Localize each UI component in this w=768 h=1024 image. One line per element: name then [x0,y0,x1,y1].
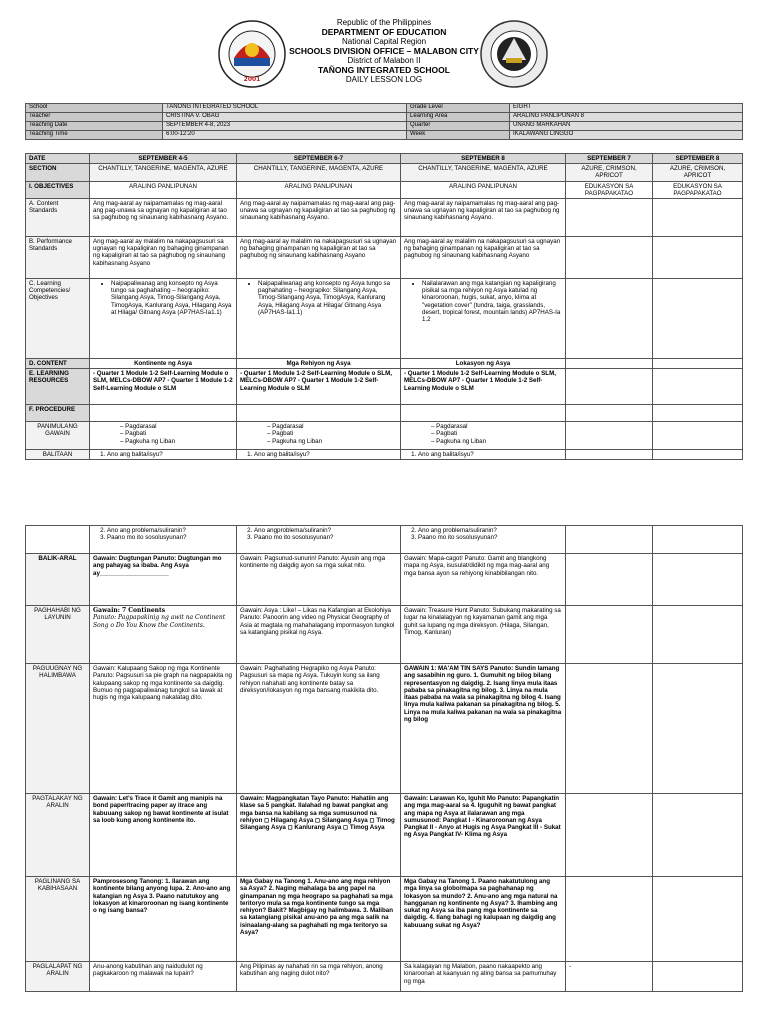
subject-cell: ARALING PANLIPUNAN [90,181,237,198]
question-item: 3. Paano mo ito sosolusyunan? [107,534,233,541]
pagtalakay-label: PAGTALAKAY NG ARALIN [26,794,90,877]
balitaan-cell [401,450,566,460]
empty-cell [566,794,653,877]
paglalapat-cell: Anu-anong kabutihan ang naidudulot ng pagkakaroon ng malawak na lupain? [90,962,237,992]
balitaan-cell [90,450,237,460]
empty-cell [566,369,653,405]
paghahabi-cell: Gawain: Asya : Like! – Likas na Kafangian at Ekolohiya Panuto: Panoorin ang video ng Physical Geography of Asia at magtala ng mahahalagang impormasyon tungkol sa katangiang pisikal ng Asya. [237,606,401,664]
competency-item: • Nailalarawan ang mga katangian ng kapaligirang pisikal sa mga rehiyon ng Asya katulad ng kinaroroonan, hugis, sukat, anyo, klima at "vegetation cover" (tundra, taiga, grasslands, desert, tropical forest, mountain lands) AP7HAS-Ia 1.2 [422,280,562,323]
balik-aral-cell: Gawain: Mapa-cagot! Panuto: Gamit ang blangkong mapa ng Asya, isusulat/didikit ng mga mag-aaral ang mga bansa ayon sa rehiyong kinabibilangan nito. [401,554,566,606]
date-cell: SEPTEMBER 6-7 [237,154,401,164]
subject-cell: EDUKASYON SA PAGPAPAKATAO [566,181,653,198]
balik-aral-label: BALIK-ARAL [26,554,90,606]
empty-cell [566,199,653,237]
question-item: 3. Paano mo ito sosolusyunan? [254,534,397,541]
date-cell: SEPTEMBER 8 [401,154,566,164]
info-value: SEPTEMBER 4-8, 2023 [163,122,407,131]
document-header [0,18,768,85]
balitaan-cont-cell [237,526,401,554]
question-item: 2. Ano ang problema/suliranin? [107,527,233,534]
paglalapat-cell: - [566,962,653,992]
paglalapat-cell: Sa kalagayan ng Malabon, paano nakaapekto ang kinaroonan at kaanyuan ng ating bansa sa pamumuhay ng mga [401,962,566,992]
pagtalakay-cell: Gawain: Larawan Ko, Iguhit Mo Panuto: Papangkatin ang mga mag-aaral sa 4. Iguguhit ng bawat pangkat ang mapa ng Asya at ilalarawan ang mga sumusunod: Pangkat I - Kinaroroonan ng Asya Pangkat II - Anyo at Hugis ng Asya Pangkat III - Sukat ng Asya Pangkat IV- Klima ng Asya [401,794,566,877]
paghahabi-label: PAGHAHABI NG LAYUNIN [26,606,90,664]
pagtalakay-cell: Gawain: Magpangkatan Tayo Panuto: Hahatiin ang klase sa 5 pangkat. Ilalahad ng bawat pangkat ang mga bansa na kabilang sa mga sumusunod na rehiyon ◻ Hilagang Asya ◻ Silangang Asya ◻ Timog Silangang Asya ◻ Kanlurang Asya ◻ Timog Asya [237,794,401,877]
info-value: CRISTINA V. OBAG [163,113,407,122]
list-item: – Pagdarasal [120,423,233,430]
empty-cell [653,237,743,279]
svg-text:2001: 2001 [243,76,261,83]
section-cell: CHANTILLY, TANGERINE, MAGENTA, AZURE [90,164,237,181]
performance-standards-label: B. Performance Standards [26,237,90,279]
empty-cell [566,237,653,279]
empty-cell [401,405,566,422]
empty-cell [653,359,743,369]
region-line: National Capital Region [341,37,427,46]
empty-cell [237,405,401,422]
empty-cell [653,794,743,877]
competency-item: • Naipapaliwanag ang konsepto ng Asya tungo sa paghahating – heograpiko: Silangang Asya, Timog-Silangang Asya, TimogAsya, Kanlurang Asya, Hilagang Asya at Hilaga/ Gitnang Asya (AP7HAS-Ia1.1) [111,280,233,316]
resources-cell: - Quarter 1 Module 1-2 Self-Learning Module o SLM, MELCs-DBOW AP7 - Quarter 1 Module 1-2 Self-Learning Module o SLM [237,369,401,405]
paglalapat-cell: Ang Pilipinas ay nahahati rin sa mga rehiyon, anong kabutihan ang naging dulot nito? [237,962,401,992]
info-key: Quarter [407,122,510,131]
empty-cell [566,664,653,794]
empty-cell [566,526,653,554]
date-label: DATE [26,154,90,164]
info-key: School [26,104,163,113]
republic-line: Republic of the Philippines [336,18,432,27]
division-line: SCHOOLS DIVISION OFFICE – MALABON CITY [289,45,479,56]
info-key: Learning Area [407,113,510,122]
section-cell: CHANTILLY, TANGERINE, MAGENTA, AZURE [237,164,401,181]
empty-cell [566,422,653,450]
empty-cell [653,279,743,359]
subject-cell: EDUKASYON SA PAGPAPAKATAO [653,181,743,198]
section-cell: CHANTILLY, TANGERINE, MAGENTA, AZURE [401,164,566,181]
content-cell: Lokasyon ng Asya [401,359,566,369]
info-key: Teacher [26,113,163,122]
subject-cell: ARALING PANLIPUNAN [401,181,566,198]
empty-cell [653,962,743,992]
info-value: 6:00-12:20 [163,131,407,140]
list-item: – Pagkuha ng Liban [267,438,397,445]
content-cell: Kontinente ng Asya [90,359,237,369]
empty-cell [566,359,653,369]
balik-aral-cell: Gawain: Dugtungan Panuto: Dugtungan mo ang pahayag sa ibaba. Ang Asya ay____________________ [90,554,237,606]
activity-instruction: Panuto: Pagpapakinig ng awit na Continent Song o Do You Know the Continents. [93,614,226,629]
empty-cell [653,199,743,237]
empty-cell [566,279,653,359]
pagtalakay-cell: Gawain: Let's Trace it Gamit ang manipis na bond paper/tracing paper ay itrace ang kabuuang sakop ng bawat kontinente at isulat sa loob kung anong kontinente ito. [90,794,237,877]
competency-item: • Naipapaliwanag ang konsepto ng Asya tungo sa paghahating – heograpiko: Silangang Asya, Timog-Silangang Asya, TimogAsya, Kanlurang Asya, Hilagang Asya at Hilaga/ Gitnang Asya (AP7HAS-Ia1.1) [258,280,397,316]
list-item: – Pagbati [267,430,397,437]
district-line: District of Malabon II [347,56,421,65]
section-label: SECTION [26,164,90,181]
paglinang-cell: Mga Gabay na Tanong 1. Anu-ano ang mga rehiyon sa Asya? 2. Naging mahalaga ba ang papel na ginampanan ng mga heograpo sa paghahati sa mga teritoryo mula sa mga kontinente tungo sa mga rehiyon? Bakit? Magbigay ng halimbawa. 3. Maliban sa katangiang pisikal anu-ano pa ang mga salik na isinaalang-alang sa paghahati ng mga teritoryo sa Asya? [237,877,401,962]
lesson-grid-continued [25,525,743,992]
competencies-cell [90,279,237,359]
paglinang-label: PAGLINANG SA KABIHASAAN [26,877,90,962]
list-item: – Pagdarasal [431,423,562,430]
pag-uugnay-cell: GAWAIN 1: MA'AM TIN SAYS Panuto: Sundin lamang ang sasabihin ng guro. 1. Gumuhit ng bilog bilang representasyon ng daigdig. 2. Isang linya mula itaas pababa sa pinakagitna ng bilog. 3. Linya na mula itaas pababa na wala sa pinakagitna ng bilog 4. Isang linya mula kaliwa pakanan sa pinakagitna ng bilog. 5. Linya na mula kaliwa pakanan na wala sa pinakagitna ng bilog [401,664,566,794]
objectives-label: I. OBJECTIVES [26,181,90,198]
panimulang-cell [237,422,401,450]
empty-cell [566,554,653,606]
paghahabi-cell: Gawain: Treasure Hunt Panuto: Subukang makarating sa lugar na kinalalagyan ng kayamanan gamit ang mga guhit sa lupang ng mga direksyon. (Hilaga, Silangan, Timog, Kanluran) [401,606,566,664]
empty-cell [653,405,743,422]
question-item: 2. Ano angproblema/suliranin? [254,527,397,534]
empty-cell [653,554,743,606]
info-table [25,103,743,140]
empty-cell [566,405,653,422]
empty-cell [26,526,90,554]
content-label: D. CONTENT [26,359,90,369]
balitaan-cell [237,450,401,460]
empty-cell [566,606,653,664]
resources-label: E. LEARNING RESOURCES [26,369,90,405]
info-value: ARALING PANLIPUNAN 8 [510,113,743,122]
content-standards-label: A. Content Standards [26,199,90,237]
list-item: – Pagbati [120,430,233,437]
list-item: – Pagkuha ng Liban [120,438,233,445]
content-standards-cell: Ang mag-aaral ay naipamamalas ng mag-aaral ang pag-unawa sa ugnayan ng kapaligiran at tao sa paghubog ng sinaunang kabihasnang Asyano. [90,199,237,237]
content-standards-cell: Ang mag-aaral ay naipamamalas ng mag-aaral ang pag-unawa sa ugnayan ng kapaligiran at tao sa paghubog ng sinaunang kabihasnang Asyano. [237,199,401,237]
balitaan-cont-cell [90,526,237,554]
empty-cell [653,450,743,460]
info-key: Teaching Date [26,122,163,131]
competencies-label: C. Learning Competencies/ Objectives [26,279,90,359]
performance-standards-cell: Ang mag-aaral ay malalim na nakapagsusuri sa ugnayan ng kapaligiran ng bahaging ginampanan ng kapaligiran at tao sa paghubog ng sinaunang kabihasnang Asyano [90,237,237,279]
lesson-grid [25,153,743,460]
empty-cell [653,606,743,664]
date-cell: SEPTEMBER 4-5 [90,154,237,164]
content-cell: Mga Rehiyon ng Asya [237,359,401,369]
list-item: – Pagkuha ng Liban [431,438,562,445]
empty-cell [653,369,743,405]
empty-cell [90,405,237,422]
school-line: TAÑONG INTEGRATED SCHOOL [318,64,450,75]
paglalapat-label: PAGLALAPAT NG ARALIN [26,962,90,992]
question-item: 2. Ano ang problema/suliranin? [418,527,562,534]
question-item: 1. Ano ang balita/isyu? [254,451,397,458]
info-value: UNANG MARKAHAN [510,122,743,131]
resources-cell: - Quarter 1 Module 1-2 Self-Learning Module o SLM, MELCs-DBOW AP7 - Quarter 1 Module 1-2 Self-Learning Module o SLM [401,369,566,405]
activity-title: Gawain: 7 Continents [93,607,166,614]
list-item: – Pagdarasal [267,423,397,430]
doc-type-line: DAILY LESSON LOG [345,75,423,84]
panimulang-cell [90,422,237,450]
procedure-label: F. PROCEDURE [26,405,90,422]
balik-aral-cell: Gawain: Pagsunud-sunurin! Panuto: Ayusin ang mga kontinente ng daigdig ayon sa mga sukat nito. [237,554,401,606]
info-value: IKALAWANG LINGGO [510,131,743,140]
info-value: TANONG INTEGRATED SCHOOL [163,104,407,113]
pag-uugnay-cell: Gawain: Paghahating Hegrapiko ng Asya Panuto: Pagsusuri sa mapa ng Asya. Tukuyin kung sa ilang rehiyon nahahati ang kontinente batay sa direksyon/lokasyon ng mga bansang makikita dito. [237,664,401,794]
empty-cell [653,664,743,794]
panimulang-label: PANIMULANG GAWAIN [26,422,90,450]
info-key: Week [407,131,510,140]
empty-cell [653,422,743,450]
empty-cell [653,877,743,962]
paglinang-cell: Mga Gabay na Tanong 1. Paano nakatutulong ang mga linya sa globo/mapa sa paghahanap ng lokasyon sa mundo? 2. Anu-ano ang mga natural na hangganan ng kontinente ng Asya? 3. Ihambing ang sukat ng Asya sa iba pang mga kontinente sa daigdig. 4. Ilang bahagi ng kalupaan ng daigdig ang kabuuang sukat ng Asya? [401,877,566,962]
balitaan-label: BALITAAN [26,450,90,460]
section-cell: AZURE, CRIMSON, APRICOT [653,164,743,181]
pag-uugnay-cell: Gawain: Kalupaang Sakop ng mga Kontinente Panuto: Pagsusuri sa pie graph na nagpapakita ng kalupaang sakop ng mga kontinente sa daigdig. Bumuo ng pagpapaliwanag tungkol sa lawak at hugis ng mga kalupaang nakalatag dito. [90,664,237,794]
pag-uugnay-label: PAGUUGNAY NG HALIMBAWA [26,664,90,794]
info-key: Grade Level [407,104,510,113]
question-item: 1. Ano ang balita/isyu? [107,451,233,458]
empty-cell [566,877,653,962]
balitaan-cont-cell [401,526,566,554]
section-cell: AZURE, CRIMSON, APRICOT [566,164,653,181]
content-standards-cell: Ang mag-aaral ay naipamamalas ng mag-aaral ang pag-unawa sa ugnayan ng kapaligiran at tao sa paghubog ng sinaunang kabihasnang Asyano. [401,199,566,237]
panimulang-cell [401,422,566,450]
date-cell: SEPTEMBER 8 [653,154,743,164]
resources-cell: - Quarter 1 Module 1-2 Self-Learning Module o SLM, MELCs-DBOW AP7 - Quarter 1 Module 1-2 Self-Learning Module o SLM [90,369,237,405]
question-item: 1. Ano ang balita/isyu? [418,451,562,458]
performance-standards-cell: Ang mag-aaral ay malalim na nakapagsusuri sa ugnayan ng bahaging ginampanan ng kapaligiran at tao sa paghubog ng sinaunang kabihasnang Asyano [401,237,566,279]
competencies-cell [401,279,566,359]
date-cell: SEPTEMBER 7 [566,154,653,164]
paglinang-cell: Pamprosesong Tanong: 1. Ilarawan ang kontinente bilang anyong lupa. 2. Ano-ano ang katangian ng Asya 3. Paano natutukoy ang lokasyon at kinaroroonan ng isang kontinente o ng isang bansa? [90,877,237,962]
list-item: – Pagbati [431,430,562,437]
empty-cell [566,450,653,460]
deped-line: DEPARTMENT OF EDUCATION [321,26,447,37]
competencies-cell [237,279,401,359]
info-value: EIGHT [510,104,743,113]
info-key: Teaching Time [26,131,163,140]
performance-standards-cell: Ang mag-aaral ay malalim na nakapagsusuri sa ugnayan ng bahaging ginampanan ng kapaligiran at tao sa paghubog ng sinaunang kabihasnang Asyano [237,237,401,279]
empty-cell [653,526,743,554]
paghahabi-cell [90,606,237,664]
question-item: 3. Paano mo ito sosolusyunan? [418,534,562,541]
subject-cell: ARALING PANLIPUNAN [237,181,401,198]
